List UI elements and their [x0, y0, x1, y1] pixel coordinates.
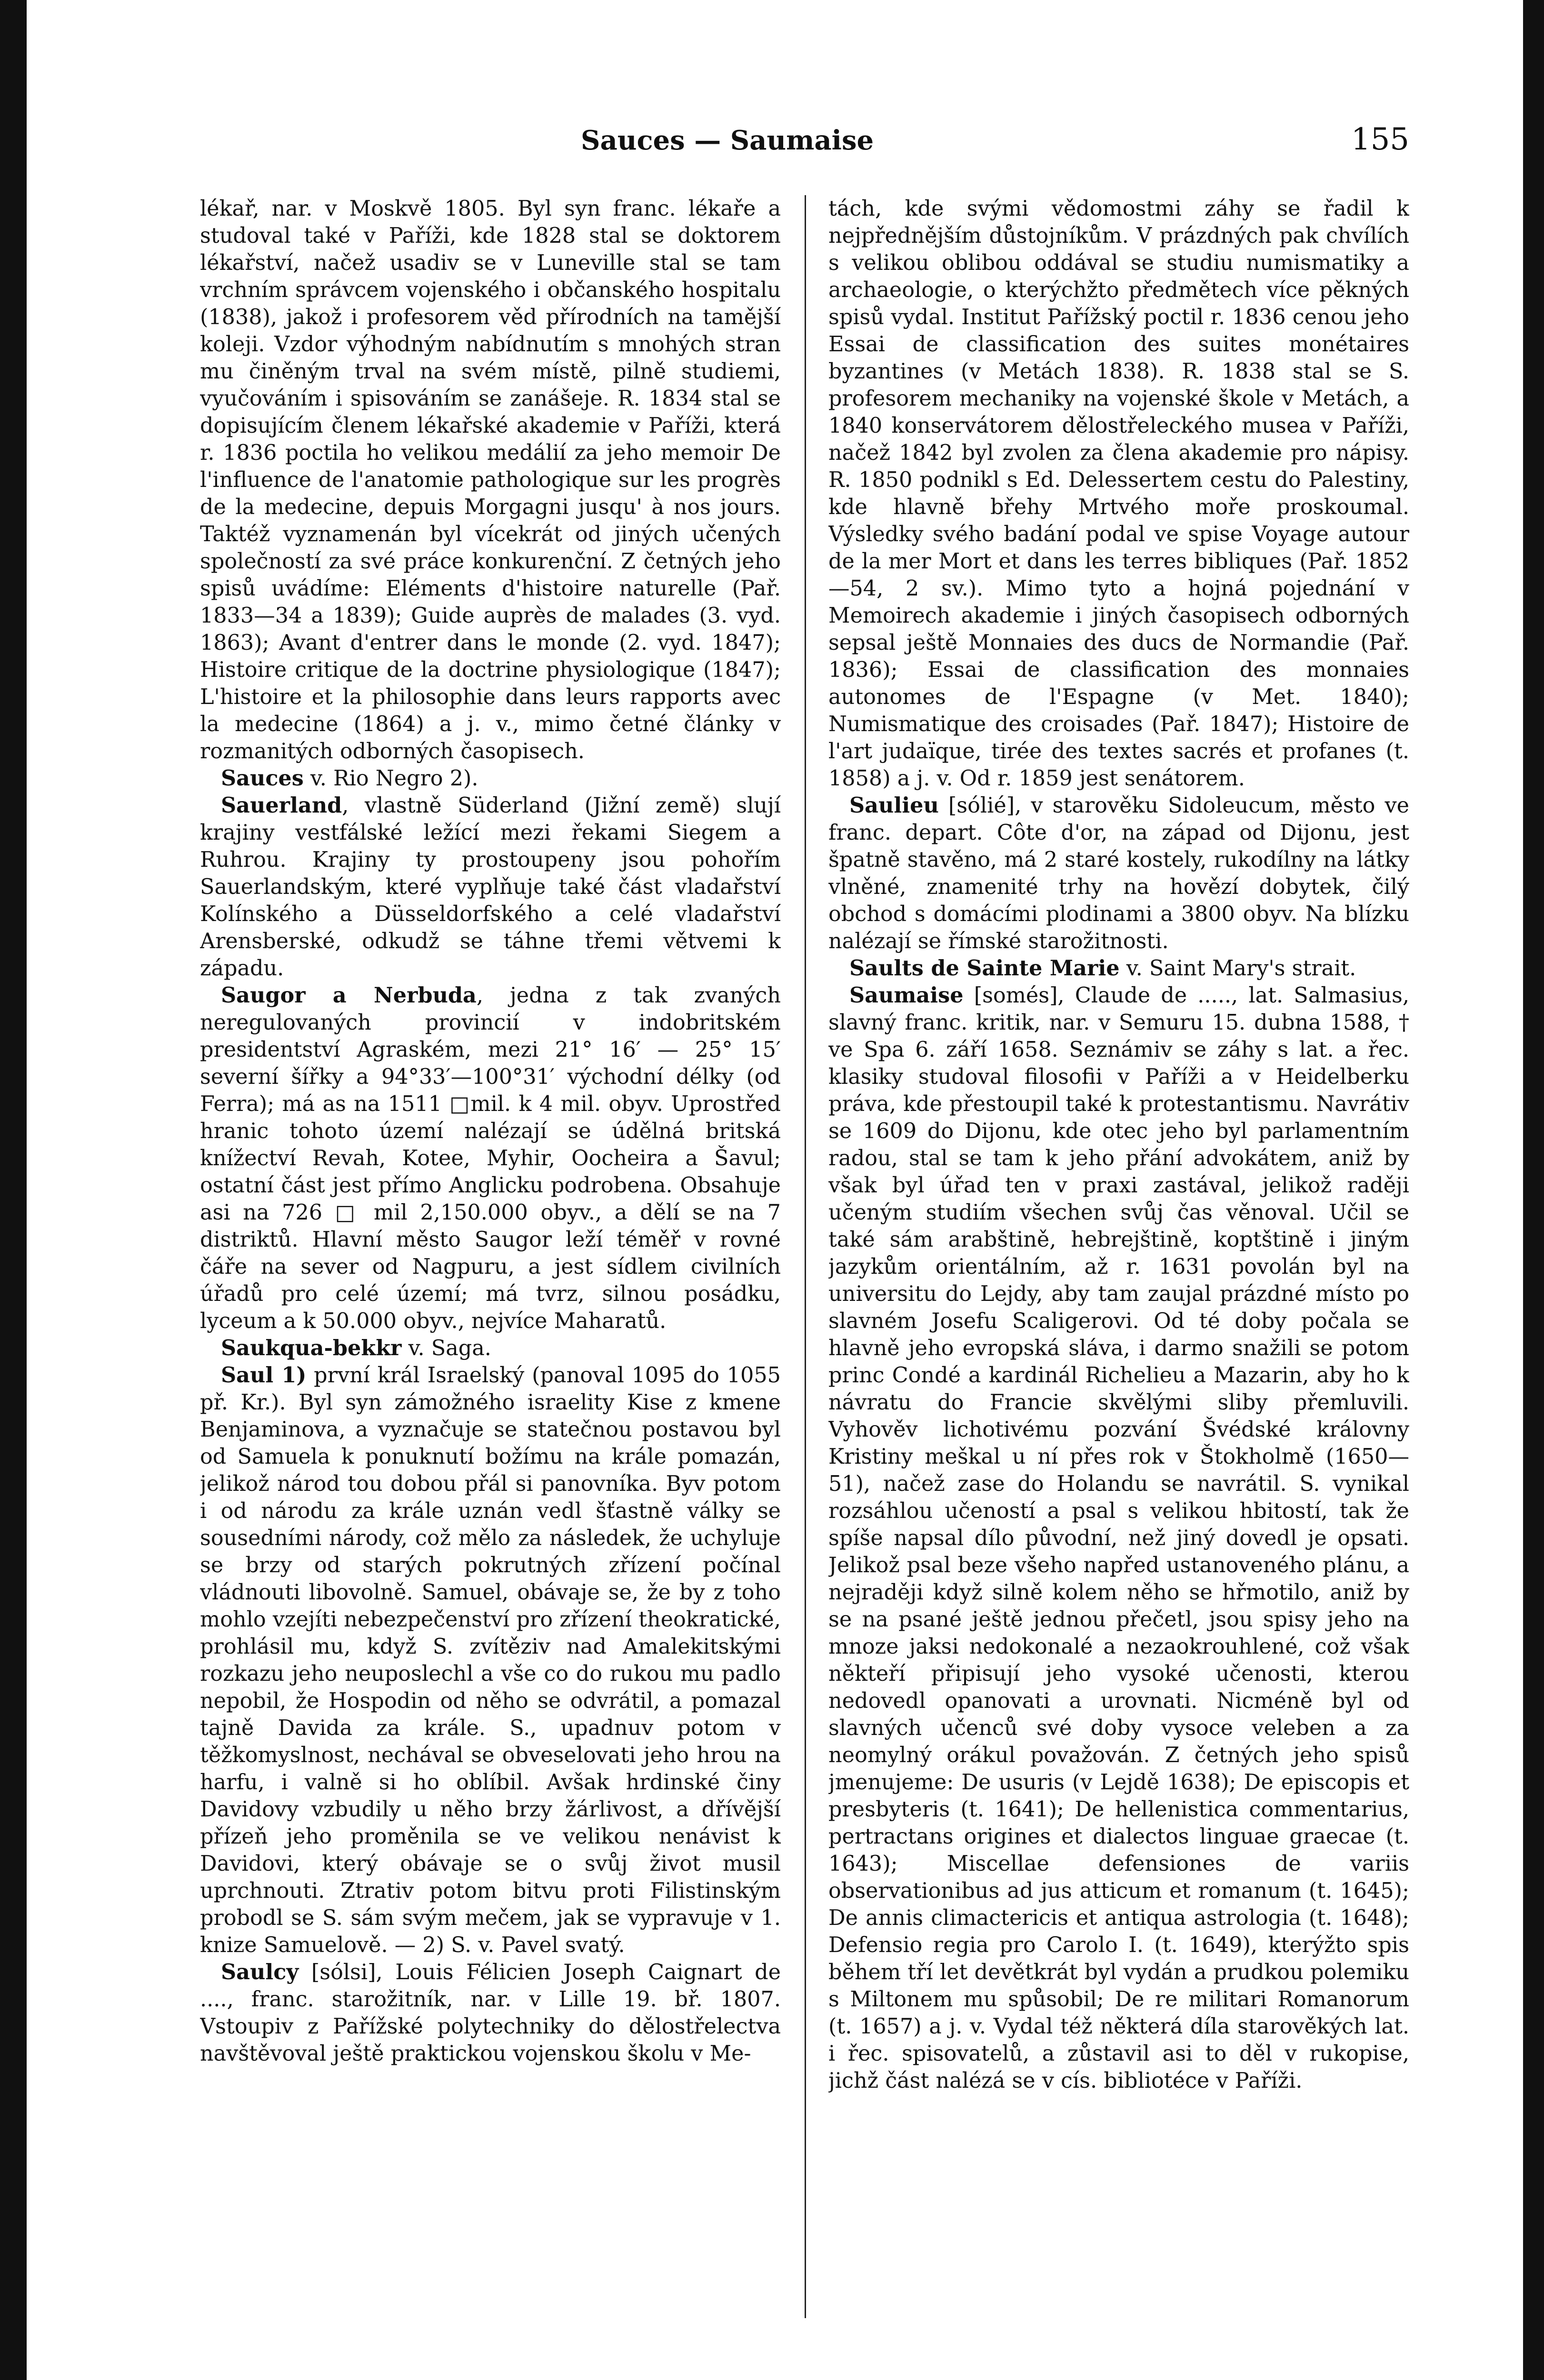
left-column [200, 195, 781, 2380]
entry: Saulieu [sólié], v starověku Sidoleucum, město ve franc. depart. Côte d'or, na západ od Dijonu, jest špatně stavěno, má 2 staré kostely, rukodílny na látky vlněné, znamenité trhy na hovězí dobytek, čilý obchod s domácími plodinami a 3800 obyv. Na blízku nalézají se římské starožitnosti. [828, 793, 1409, 953]
entry-headword: Saults de Sainte Marie [849, 956, 1120, 981]
entry-headword: Sauces [221, 766, 304, 791]
entry: Saukqua-bekkr v. Saga. [221, 1336, 491, 1360]
scan-edge-left [0, 0, 27, 2380]
entry: Saul 1) první král Israelský (panoval 1095 do 1055 př. Kr.). Byl syn zámožného israelity Kise z kmene Benjaminova, a vyznačuje se statečnou postavou byl od Samuela k ponuknutí božímu na krále pomazán, jelikož národ tou dobou přál si panovníka. Byv potom i od národu za krále uznán vedl šťastně války se sousedními národy, což mělo za následek, že uchyluje se brzy od starých pokrutných zřízení počínal vládnouti libovolně. Samuel, obávaje se, že by z toho mohlo vzejíti nebezpečenství pro zřízení theokratické, prohlásil mu, když S. zvítěziv nad Amalekitskými rozkazu jeho neuposlechl a vše co do rukou mu padlo nepobil, že Hospodin od něho se odvrátil, a pomazal tajně Davida za krále. S., upadnuv potom v těžkomyslnost, nechával se obveselovati jeho hrou na harfu, i valně si ho oblíbil. Avšak hrdinské činy Davidovy vzbudily u něho brzy žárlivost, a dřívější přízeň jeho proměnila se ve velikou nenávist k Davidovi, který obávaje se o svůj život musil uprchnouti. Ztrativ potom bitvu proti Filistinským probodl se S. sám svým mečem, jak se vypravuje v 1. knize Samuelově. — 2) S. v. Pavel svatý. [200, 1363, 781, 1957]
page-number: 155 [1351, 122, 1409, 157]
entry: Saugor a Nerbuda, jedna z tak zvaných neregulovaných provincií v indobritském presidentství Agraském, mezi 21° 16′ — 25° 15′ severní šířky a 94°33′—100°31′ východní délky (od Ferra); má as na 1511 □mil. k 4 mil. obyv. Uprostřed hranic tohoto území nalézají se údělná britská knížectví Revah, Kotee, Myhir, Oocheira a Šavul; ostatní část jest přímo Anglicku podrobena. Obsahuje asi na 726 □ mil 2,150.000 obyv., a dělí se na 7 distriktů. Hlavní město Saugor leží téměř v rovné čáře na sever od Nagpuru, a jest sídlem civilních úřadů pro celé území; má tvrz, silnou posádku, lyceum a k 50.000 obyv., nejvíce Maharatů. [200, 983, 781, 1333]
entry: Saults de Sainte Marie v. Saint Mary's strait. [849, 956, 1356, 981]
column-divider [805, 195, 806, 2318]
text-columns [200, 195, 1409, 2380]
entry-headword: Saukqua-bekkr [221, 1336, 402, 1360]
entry: Sauces v. Rio Negro 2). [221, 766, 478, 791]
entry: tách, kde svými vědomostmi záhy se řadil k nejpřednějším důstojníkům. V prázdných pak chvílích s velikou oblibou oddával se studiu numismatiky a archaeologie, o kterýchžto předmětech více pěkných spisů vydal. Institut Pařížský poctil r. 1836 cenou jeho Essai de classification des suites monétaires byzantines (v Metách 1838). R. 1838 stal se S. profesorem mechaniky na vojenské škole v Metách, a 1840 konservátorem dělostřeleckého musea v Paříži, načež 1842 byl zvolen za člena akademie pro nápisy. R. 1850 podnikl s Ed. Delessertem cestu do Palestiny, kde hlavně břehy Mrtvého moře proskoumal. Výsledky svého badání podal ve spise Voyage autour de la mer Mort et dans les terres bibliques (Pař. 1852—54, 2 sv.). Mimo tyto a hojná pojednání v Memoirech akademie i jiných časopisech odborných sepsal ještě Monnaies des ducs de Normandie (Pař. 1836); Essai de classification des monnaies autonomes de l'Espagne (v Met. 1840); Numismatique des croisades (Pař. 1847); Histoire de l'art judaïque, tirée des textes sacrés et profanes (t. 1858) a j. v. Od r. 1859 jest senátorem. [828, 197, 1409, 791]
header-title: Sauces — Saumaise [581, 125, 874, 156]
scan-edge-right [1523, 0, 1544, 2380]
running-header [200, 122, 1409, 163]
entry: Saulcy [sólsi], Louis Félicien Joseph Caignart de ...., franc. starožitník, nar. v Lille 19. bř. 1807. Vstoupiv z Pařížské polytechniky do dělostřelectva navštěvoval ještě praktickou vojenskou školu v Me- [200, 1960, 781, 2066]
entry-headword: Saul 1) [221, 1363, 307, 1388]
entry-headword: Sauerland [221, 793, 342, 818]
entry-headword: Saugor a Nerbuda [221, 983, 477, 1008]
entry: lékař, nar. v Moskvě 1805. Byl syn franc. lékaře a studoval také v Paříži, kde 1828 stal se doktorem lékařství, načež usadiv se v Luneville stal se tam vrchním správcem vojenského i občanského hospitalu (1838), jakož i profesorem věd přírodních na tamější koleji. Vzdor výhodným nabídnutím s mnohých stran mu činěným trval na svém místě, pilně studiemi, vyučováním i spisováním se zanášeje. R. 1834 stal se dopisujícím členem lékařské akademie v Paříži, která r. 1836 poctila ho velikou medálií za jeho memoir De l'influence de l'anatomie pathologique sur les progrès de la medecine, depuis Morgagni jusqu' à nos jours. Taktéž vyznamenán byl vícekrát od jiných učených společností za své práce konkurenční. Z četných jeho spisů uvádíme: Eléments d'histoire naturelle (Pař. 1833—34 a 1839); Guide auprès de malades (3. vyd. 1863); Avant d'entrer dans le monde (2. vyd. 1847); Histoire critique de la doctrine physiologique (1847); L'histoire et la philosophie dans leurs rapports avec la medecine (1864) a j. v., mimo četné články v rozmanitých odborných časopisech. [200, 197, 781, 764]
entry-headword: Saulcy [221, 1960, 299, 1984]
entry: Sauerland, vlastně Süderland (Jižní země) slují krajiny vestfálské ležící mezi řekami Siegem a Ruhrou. Krajiny ty prostoupeny jsou pohořím Sauerlandským, které vyplňuje také část vladařství Kolínského a Düsseldorfského a celé vladařství Arensberské, odkudž se táhne třemi větvemi k západu. [200, 793, 781, 981]
right-column [828, 195, 1409, 2380]
entry: Saumaise [somés], Claude de ....., lat. Salmasius, slavný franc. kritik, nar. v Semuru 15. dubna 1588, † ve Spa 6. září 1658. Seznámiv se záhy s lat. a řec. klasiky studoval filosofii v Paříži a v Heidelberku práva, kde přestoupil také k protestantismu. Navrátiv se 1609 do Dijonu, kde otec jeho byl parlamentním radou, stal se tam k jeho přání advokátem, aniž by však byl úřad ten v praxi zastával, jelikož raději učeným studiím všechen svůj čas věnoval. Učil se také sám arabštině, hebrejštině, koptštině i jiným jazykům orientálním, až r. 1631 povolán byl na universitu do Lejdy, aby tam zaujal prázdné místo po slavném Josefu Scaligerovi. Od té doby počala se hlavně jeho evropská sláva, i darmo snažili se potom princ Condé a kardinál Richelieu a Mazarin, aby ho k návratu do Francie skvělými sliby přemluvili. Vyhověv lichotivému pozvání Švédské královny Kristiny meškal u ní přes rok v Štokholmě (1650—51), načež zase do Holandu se navrátil. S. vynikal rozsáhlou učeností a psal s velikou hbitostí, tak že spíše napsal dílo původní, než jiný dovedl je opsati. Jelikož psal beze všeho napřed ustanoveného plánu, a nejraději když silně kolem něho se hřmotilo, aniž by se na psané ještě jednou přečetl, jsou spisy jeho na mnoze jaksi nedokonalé a nezaokrouhlené, což však někteří připisují jeho vysoké učenosti, kterou nedovedl opanovati a urovnati. Nicméně byl od slavných učenců své doby vysoce veleben a za neomylný orákul považován. Z četných jeho spisů jmenujeme: De usuris (v Lejdě 1638); De episcopis et presbyteris (t. 1641); De hellenistica commentarius, pertractans origines et dialectos linguae graecae (t. 1643); Miscellae defensiones de variis observationibus ad jus atticum et romanum (t. 1645); De annis climactericis et antiqua astrologia (t. 1648); Defensio regia pro Carolo I. (t. 1649), kterýžto spis během tří let devětkrát byl vydán a prudkou polemiku s Miltonem mu spůsobil; De re militari Romanorum (t. 1657) a j. v. Vydal též některá díla starověkých lat. i řec. spisovatelů, a zůstavil asi to děl v rukopise, jichž část nalézá se v cís. bibliotéce v Paříži. [828, 983, 1409, 2093]
entry-headword: Saulieu [849, 793, 939, 818]
entry-headword: Saumaise [849, 983, 964, 1008]
